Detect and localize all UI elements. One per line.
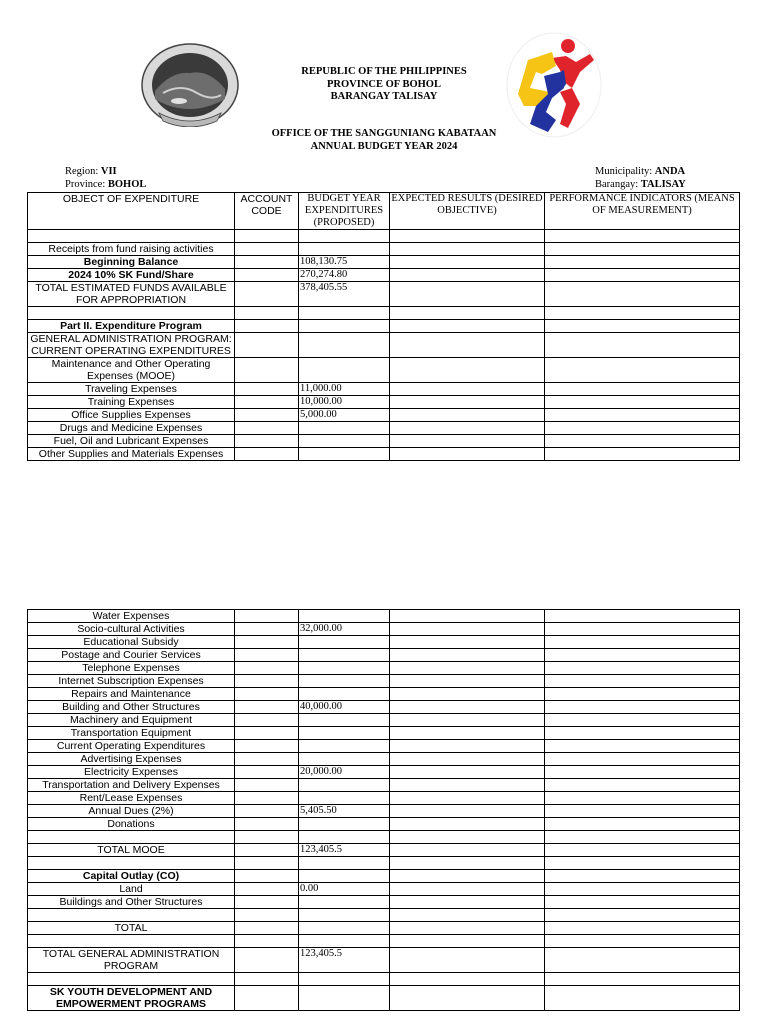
budget-amount-cell (299, 230, 390, 243)
object-cell: GENERAL ADMINISTRATION PROGRAM: CURRENT OPERATING EXPENDITURES (28, 333, 235, 358)
budget-table-top (27, 192, 740, 461)
table-row (28, 896, 740, 909)
table-row (28, 688, 740, 701)
budget-amount-cell (299, 973, 390, 986)
account-code-cell (235, 844, 299, 857)
account-code-cell (235, 792, 299, 805)
account-code-cell (235, 922, 299, 935)
expected-results-cell (390, 870, 545, 883)
budget-amount-cell (299, 935, 390, 948)
object-cell: TOTAL GENERAL ADMINISTRATION PROGRAM (28, 948, 235, 973)
table-row (28, 740, 740, 753)
object-cell (28, 973, 235, 986)
budget-amount-cell (299, 857, 390, 870)
expected-results-cell (390, 948, 545, 973)
object-cell: Drugs and Medicine Expenses (28, 422, 235, 435)
expected-results-cell (390, 818, 545, 831)
performance-indicator-cell (545, 935, 740, 948)
account-code-cell (235, 883, 299, 896)
account-code-cell (235, 753, 299, 766)
expected-results-cell (390, 610, 545, 623)
budget-amount-cell (299, 333, 390, 358)
object-cell (28, 909, 235, 922)
expected-results-cell (390, 792, 545, 805)
expected-results-cell (390, 282, 545, 307)
account-code-cell (235, 896, 299, 909)
table-row (28, 701, 740, 714)
budget-amount-cell (299, 448, 390, 461)
account-code-cell (235, 831, 299, 844)
expected-results-cell (390, 779, 545, 792)
performance-indicator-cell (545, 675, 740, 688)
object-cell: Fuel, Oil and Lubricant Expenses (28, 435, 235, 448)
header-line-republic: REPUBLIC OF THE PHILIPPINES (301, 66, 467, 77)
table-row (28, 675, 740, 688)
account-code-cell (235, 740, 299, 753)
object-cell: Part II. Expenditure Program (28, 320, 235, 333)
table-row (28, 753, 740, 766)
performance-indicator-cell (545, 649, 740, 662)
account-code-cell (235, 779, 299, 792)
region-value: VII (100, 166, 117, 177)
budget-amount-cell: 10,000.00 (299, 396, 390, 409)
account-code-cell (235, 662, 299, 675)
budget-amount-cell: 270,274.80 (299, 269, 390, 282)
budget-amount-cell (299, 792, 390, 805)
region-province-block (65, 166, 146, 191)
object-cell: Electricity Expenses (28, 766, 235, 779)
account-code-cell (235, 818, 299, 831)
budget-amount-cell: 32,000.00 (299, 623, 390, 636)
performance-indicator-cell (545, 320, 740, 333)
object-cell: Water Expenses (28, 610, 235, 623)
table-row (28, 269, 740, 282)
expected-results-cell (390, 973, 545, 986)
expected-results-cell (390, 230, 545, 243)
expected-results-cell (390, 714, 545, 727)
table-row (28, 831, 740, 844)
budget-amount-cell: 123,405.5 (299, 948, 390, 973)
object-cell (28, 935, 235, 948)
region-label: Region: (65, 166, 99, 177)
budget-amount-cell (299, 779, 390, 792)
table-row (28, 333, 740, 358)
account-code-cell (235, 805, 299, 818)
performance-indicator-cell (545, 909, 740, 922)
object-cell: Internet Subscription Expenses (28, 675, 235, 688)
expected-results-cell (390, 753, 545, 766)
performance-indicator-cell (545, 818, 740, 831)
account-code-cell (235, 870, 299, 883)
expected-results-cell (390, 701, 545, 714)
col-header-object: OBJECT OF EXPENDITURE (28, 193, 235, 230)
account-code-cell (235, 935, 299, 948)
object-cell: Rent/Lease Expenses (28, 792, 235, 805)
budget-amount-cell (299, 649, 390, 662)
account-code-cell (235, 948, 299, 973)
object-cell: Advertising Expenses (28, 753, 235, 766)
account-code-cell (235, 623, 299, 636)
performance-indicator-cell (545, 435, 740, 448)
performance-indicator-cell (545, 973, 740, 986)
expected-results-cell (390, 909, 545, 922)
table-row (28, 383, 740, 396)
performance-indicator-cell (545, 792, 740, 805)
performance-indicator-cell (545, 243, 740, 256)
account-code-cell (235, 358, 299, 383)
performance-indicator-cell (545, 662, 740, 675)
expected-results-cell (390, 883, 545, 896)
expected-results-cell (390, 740, 545, 753)
table-row (28, 396, 740, 409)
object-cell: Maintenance and Other Operating Expenses (MOOE) (28, 358, 235, 383)
object-cell: Capital Outlay (CO) (28, 870, 235, 883)
expected-results-cell (390, 805, 545, 818)
account-code-cell (235, 383, 299, 396)
account-code-cell (235, 973, 299, 986)
expected-results-cell (390, 896, 545, 909)
expected-results-cell (390, 675, 545, 688)
table-row (28, 779, 740, 792)
office-header (230, 128, 538, 153)
table-row (28, 422, 740, 435)
account-code-cell (235, 714, 299, 727)
table-row (28, 948, 740, 973)
expected-results-cell (390, 256, 545, 269)
object-cell: Socio-cultural Activities (28, 623, 235, 636)
performance-indicator-cell (545, 701, 740, 714)
object-cell: Office Supplies Expenses (28, 409, 235, 422)
budget-amount-cell (299, 909, 390, 922)
performance-indicator-cell (545, 230, 740, 243)
performance-indicator-cell (545, 610, 740, 623)
account-code-cell (235, 649, 299, 662)
col-header-indicators: PERFORMANCE INDICATORS (MEANS OF MEASUREMENT) (545, 193, 740, 230)
expected-results-cell (390, 448, 545, 461)
performance-indicator-cell (545, 896, 740, 909)
table-row (28, 320, 740, 333)
budget-amount-cell (299, 422, 390, 435)
account-code-cell (235, 435, 299, 448)
expected-results-cell (390, 727, 545, 740)
budget-amount-cell (299, 636, 390, 649)
expected-results-cell (390, 358, 545, 383)
province-label: Province: (65, 178, 106, 190)
header-line-office: OFFICE OF THE SANGGUNIANG KABATAAN (271, 128, 497, 139)
object-cell (28, 230, 235, 243)
account-code-cell (235, 282, 299, 307)
table-row (28, 358, 740, 383)
expected-results-cell (390, 844, 545, 857)
account-code-cell (235, 636, 299, 649)
budget-amount-cell: 0.00 (299, 883, 390, 896)
object-cell: Repairs and Maintenance (28, 688, 235, 701)
budget-amount-cell: 5,405.50 (299, 805, 390, 818)
table-header-row (28, 193, 740, 230)
account-code-cell (235, 320, 299, 333)
account-code-cell (235, 396, 299, 409)
table-row (28, 230, 740, 243)
expected-results-cell (390, 396, 545, 409)
account-code-cell (235, 256, 299, 269)
object-cell: Donations (28, 818, 235, 831)
budget-amount-cell (299, 818, 390, 831)
performance-indicator-cell (545, 409, 740, 422)
col-header-expected: EXPECTED RESULTS (DESIRED OBJECTIVE) (390, 193, 545, 230)
expected-results-cell (390, 422, 545, 435)
table-row (28, 870, 740, 883)
object-cell: Buildings and Other Structures (28, 896, 235, 909)
budget-amount-cell (299, 896, 390, 909)
expected-results-cell (390, 269, 545, 282)
object-cell: Transportation Equipment (28, 727, 235, 740)
expected-results-cell (390, 383, 545, 396)
expected-results-cell (390, 623, 545, 636)
expected-results-cell (390, 320, 545, 333)
object-cell: Machinery and Equipment (28, 714, 235, 727)
account-code-cell (235, 409, 299, 422)
budget-amount-cell (299, 727, 390, 740)
budget-amount-cell (299, 688, 390, 701)
expected-results-cell (390, 766, 545, 779)
object-cell: Educational Subsidy (28, 636, 235, 649)
performance-indicator-cell (545, 623, 740, 636)
table-row (28, 610, 740, 623)
header-line-budget-year: ANNUAL BUDGET YEAR 2024 (310, 140, 458, 152)
performance-indicator-cell (545, 766, 740, 779)
budget-amount-cell: 11,000.00 (299, 383, 390, 396)
object-cell (28, 307, 235, 320)
object-cell: TOTAL MOOE (28, 844, 235, 857)
object-cell: Telephone Expenses (28, 662, 235, 675)
republic-header (230, 66, 538, 104)
performance-indicator-cell (545, 857, 740, 870)
table-row (28, 282, 740, 307)
object-cell: Transportation and Delivery Expenses (28, 779, 235, 792)
budget-amount-cell (299, 307, 390, 320)
expected-results-cell (390, 688, 545, 701)
province-value: BOHOL (107, 178, 147, 190)
account-code-cell (235, 333, 299, 358)
table-row (28, 844, 740, 857)
municipality-value: ANDA (654, 166, 686, 177)
budget-amount-cell: 40,000.00 (299, 701, 390, 714)
table-row (28, 662, 740, 675)
object-cell: TOTAL ESTIMATED FUNDS AVAILABLE FOR APPROPRIATION (28, 282, 235, 307)
account-code-cell (235, 307, 299, 320)
budget-table-bottom (27, 609, 740, 1011)
table-row (28, 792, 740, 805)
performance-indicator-cell (545, 883, 740, 896)
account-code-cell (235, 909, 299, 922)
object-cell: Traveling Expenses (28, 383, 235, 396)
expected-results-cell (390, 649, 545, 662)
budget-amount-cell (299, 922, 390, 935)
table-row (28, 435, 740, 448)
table-row (28, 973, 740, 986)
budget-amount-cell (299, 320, 390, 333)
account-code-cell (235, 422, 299, 435)
object-cell: Beginning Balance (28, 256, 235, 269)
performance-indicator-cell (545, 688, 740, 701)
account-code-cell (235, 675, 299, 688)
account-code-cell (235, 857, 299, 870)
object-cell: 2024 10% SK Fund/Share (28, 269, 235, 282)
object-cell: Annual Dues (2%) (28, 805, 235, 818)
budget-amount-cell (299, 662, 390, 675)
budget-amount-cell: 5,000.00 (299, 409, 390, 422)
table-row (28, 649, 740, 662)
account-code-cell (235, 243, 299, 256)
performance-indicator-cell (545, 396, 740, 409)
table-row (28, 409, 740, 422)
budget-amount-cell (299, 243, 390, 256)
performance-indicator-cell (545, 358, 740, 383)
table-row (28, 818, 740, 831)
expected-results-cell (390, 986, 545, 1011)
table-row (28, 636, 740, 649)
performance-indicator-cell (545, 986, 740, 1011)
budget-amount-cell (299, 435, 390, 448)
official-seal-icon (141, 43, 239, 127)
expected-results-cell (390, 935, 545, 948)
budget-amount-cell (299, 358, 390, 383)
object-cell: Training Expenses (28, 396, 235, 409)
budget-amount-cell (299, 675, 390, 688)
table-row (28, 448, 740, 461)
expected-results-cell (390, 307, 545, 320)
performance-indicator-cell (545, 307, 740, 320)
performance-indicator-cell (545, 844, 740, 857)
col-header-account-code: ACCOUNT CODE (235, 193, 299, 230)
table-row (28, 307, 740, 320)
budget-amount-cell: 123,405.5 (299, 844, 390, 857)
account-code-cell (235, 269, 299, 282)
budget-amount-cell: 378,405.55 (299, 282, 390, 307)
budget-amount-cell (299, 870, 390, 883)
table-row (28, 623, 740, 636)
performance-indicator-cell (545, 636, 740, 649)
budget-amount-cell: 108,130.75 (299, 256, 390, 269)
performance-indicator-cell (545, 753, 740, 766)
performance-indicator-cell (545, 256, 740, 269)
performance-indicator-cell (545, 727, 740, 740)
object-cell: Land (28, 883, 235, 896)
budget-amount-cell (299, 986, 390, 1011)
expected-results-cell (390, 922, 545, 935)
account-code-cell (235, 701, 299, 714)
budget-amount-cell (299, 714, 390, 727)
object-cell: SK YOUTH DEVELOPMENT AND EMPOWERMENT PROGRAMS (28, 986, 235, 1011)
table-row (28, 714, 740, 727)
account-code-cell (235, 766, 299, 779)
object-cell (28, 857, 235, 870)
performance-indicator-cell (545, 383, 740, 396)
object-cell: Receipts from fund raising activities (28, 243, 235, 256)
barangay-value: TALISAY (640, 178, 686, 190)
expected-results-cell (390, 831, 545, 844)
expected-results-cell (390, 857, 545, 870)
budget-amount-cell (299, 753, 390, 766)
performance-indicator-cell (545, 333, 740, 358)
table-row (28, 922, 740, 935)
expected-results-cell (390, 409, 545, 422)
table-row (28, 935, 740, 948)
col-header-budget: BUDGET YEAR EXPENDITURES (PROPOSED) (299, 193, 390, 230)
barangay-label: Barangay: (595, 178, 639, 190)
object-cell: TOTAL (28, 922, 235, 935)
performance-indicator-cell (545, 282, 740, 307)
performance-indicator-cell (545, 831, 740, 844)
table-row (28, 243, 740, 256)
object-cell: Other Supplies and Materials Expenses (28, 448, 235, 461)
account-code-cell (235, 688, 299, 701)
object-cell (28, 831, 235, 844)
expected-results-cell (390, 243, 545, 256)
performance-indicator-cell (545, 269, 740, 282)
performance-indicator-cell (545, 870, 740, 883)
table-row (28, 805, 740, 818)
performance-indicator-cell (545, 779, 740, 792)
municipality-barangay-block (595, 166, 686, 191)
table-row (28, 883, 740, 896)
budget-amount-cell (299, 831, 390, 844)
table-row (28, 727, 740, 740)
performance-indicator-cell (545, 805, 740, 818)
header-line-province: PROVINCE OF BOHOL (327, 78, 441, 90)
expected-results-cell (390, 435, 545, 448)
object-cell: Postage and Courier Services (28, 649, 235, 662)
performance-indicator-cell (545, 422, 740, 435)
expected-results-cell (390, 662, 545, 675)
account-code-cell (235, 986, 299, 1011)
object-cell: Current Operating Expenditures (28, 740, 235, 753)
account-code-cell (235, 230, 299, 243)
object-cell: Building and Other Structures (28, 701, 235, 714)
table-row (28, 909, 740, 922)
header-line-barangay: BARANGAY TALISAY (330, 91, 438, 102)
municipality-label: Municipality: (595, 166, 653, 177)
account-code-cell (235, 610, 299, 623)
table-row (28, 766, 740, 779)
performance-indicator-cell (545, 448, 740, 461)
budget-amount-cell (299, 740, 390, 753)
expected-results-cell (390, 636, 545, 649)
performance-indicator-cell (545, 922, 740, 935)
expected-results-cell (390, 333, 545, 358)
table-row (28, 986, 740, 1011)
budget-amount-cell (299, 610, 390, 623)
account-code-cell (235, 448, 299, 461)
account-code-cell (235, 727, 299, 740)
table-row (28, 857, 740, 870)
table-row (28, 256, 740, 269)
performance-indicator-cell (545, 740, 740, 753)
performance-indicator-cell (545, 714, 740, 727)
performance-indicator-cell (545, 948, 740, 973)
budget-amount-cell: 20,000.00 (299, 766, 390, 779)
